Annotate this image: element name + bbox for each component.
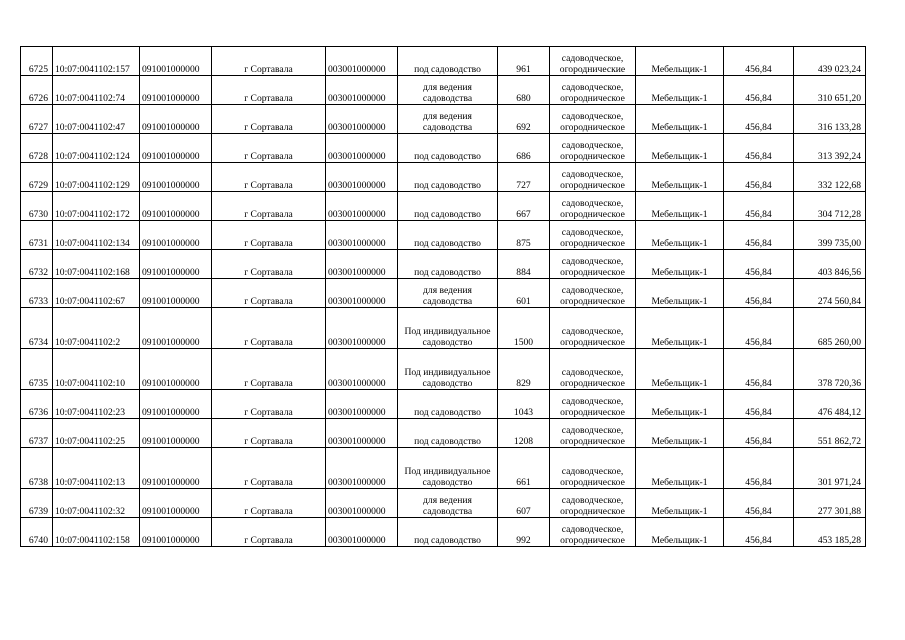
- cell-area: 829: [498, 349, 550, 390]
- cell-area: 1500: [498, 308, 550, 349]
- cell-specific-value: 456,84: [724, 76, 794, 105]
- cell-territory-code: 003001000000: [326, 489, 398, 518]
- cell-area: 727: [498, 163, 550, 192]
- cell-cadastral-value: 399 735,00: [794, 221, 866, 250]
- land-plots-table: [20, 46, 866, 547]
- cell-row-number: 6726: [21, 76, 53, 105]
- cell-row-number: 6728: [21, 134, 53, 163]
- cell-cadastral-number: 10:07:0041102:124: [53, 134, 140, 163]
- cell-row-number: 6740: [21, 518, 53, 547]
- cell-use-category: садоводческое, огородническое: [550, 349, 636, 390]
- cell-territory-code: 003001000000: [326, 518, 398, 547]
- cell-city: г Сортавала: [212, 163, 326, 192]
- cell-association-name: Мебельщик-1: [636, 134, 724, 163]
- cell-specific-value: 456,84: [724, 518, 794, 547]
- cell-area: 680: [498, 76, 550, 105]
- cell-city: г Сортавала: [212, 390, 326, 419]
- table-row: [21, 192, 866, 221]
- cell-okato-code: 091001000000: [140, 518, 212, 547]
- cell-cadastral-number: 10:07:0041102:67: [53, 279, 140, 308]
- table-row: [21, 419, 866, 448]
- cell-area: 686: [498, 134, 550, 163]
- cell-cadastral-value: 403 846,56: [794, 250, 866, 279]
- cell-area: 607: [498, 489, 550, 518]
- cell-cadastral-value: 310 651,20: [794, 76, 866, 105]
- cell-permitted-use: под садоводство: [398, 163, 498, 192]
- table-row: [21, 250, 866, 279]
- cell-association-name: Мебельщик-1: [636, 308, 724, 349]
- table-row: [21, 163, 866, 192]
- cell-area: 692: [498, 105, 550, 134]
- cell-area: 992: [498, 518, 550, 547]
- cell-use-category: садоводческое, огородническое: [550, 105, 636, 134]
- cell-area: 1208: [498, 419, 550, 448]
- cell-specific-value: 456,84: [724, 134, 794, 163]
- cell-specific-value: 456,84: [724, 390, 794, 419]
- cell-row-number: 6737: [21, 419, 53, 448]
- cell-city: г Сортавала: [212, 308, 326, 349]
- cell-association-name: Мебельщик-1: [636, 419, 724, 448]
- cell-city: г Сортавала: [212, 448, 326, 489]
- cell-row-number: 6730: [21, 192, 53, 221]
- table-row: [21, 105, 866, 134]
- cell-row-number: 6731: [21, 221, 53, 250]
- cell-territory-code: 003001000000: [326, 163, 398, 192]
- cell-cadastral-value: 378 720,36: [794, 349, 866, 390]
- cell-cadastral-number: 10:07:0041102:129: [53, 163, 140, 192]
- cell-area: 884: [498, 250, 550, 279]
- cell-territory-code: 003001000000: [326, 308, 398, 349]
- cell-city: г Сортавала: [212, 76, 326, 105]
- cell-row-number: 6735: [21, 349, 53, 390]
- cell-association-name: Мебельщик-1: [636, 489, 724, 518]
- table-row: [21, 390, 866, 419]
- cell-okato-code: 091001000000: [140, 221, 212, 250]
- cell-specific-value: 456,84: [724, 192, 794, 221]
- cell-cadastral-value: 304 712,28: [794, 192, 866, 221]
- cell-city: г Сортавала: [212, 279, 326, 308]
- cell-row-number: 6733: [21, 279, 53, 308]
- cell-cadastral-number: 10:07:0041102:23: [53, 390, 140, 419]
- cell-cadastral-number: 10:07:0041102:25: [53, 419, 140, 448]
- cell-territory-code: 003001000000: [326, 192, 398, 221]
- cell-cadastral-number: 10:07:0041102:13: [53, 448, 140, 489]
- cell-row-number: 6738: [21, 448, 53, 489]
- cell-cadastral-number: 10:07:0041102:158: [53, 518, 140, 547]
- cell-row-number: 6725: [21, 47, 53, 76]
- cell-territory-code: 003001000000: [326, 419, 398, 448]
- cell-permitted-use: для ведения садоводства: [398, 279, 498, 308]
- cell-specific-value: 456,84: [724, 47, 794, 76]
- cell-permitted-use: под садоводство: [398, 419, 498, 448]
- cell-okato-code: 091001000000: [140, 47, 212, 76]
- cell-area: 961: [498, 47, 550, 76]
- cell-use-category: садоводческое, огородническое: [550, 279, 636, 308]
- cell-cadastral-number: 10:07:0041102:134: [53, 221, 140, 250]
- cell-specific-value: 456,84: [724, 308, 794, 349]
- cell-association-name: Мебельщик-1: [636, 105, 724, 134]
- cell-row-number: 6736: [21, 390, 53, 419]
- cell-okato-code: 091001000000: [140, 308, 212, 349]
- cell-territory-code: 003001000000: [326, 221, 398, 250]
- cell-cadastral-number: 10:07:0041102:32: [53, 489, 140, 518]
- cell-specific-value: 456,84: [724, 349, 794, 390]
- cell-cadastral-value: 476 484,12: [794, 390, 866, 419]
- cell-permitted-use: под садоводство: [398, 134, 498, 163]
- table-row: [21, 221, 866, 250]
- cell-permitted-use: под садоводство: [398, 221, 498, 250]
- cell-use-category: садоводческое, огородническое: [550, 518, 636, 547]
- cell-use-category: садоводческое, огородническое: [550, 221, 636, 250]
- table-row: [21, 349, 866, 390]
- cell-cadastral-value: 274 560,84: [794, 279, 866, 308]
- cell-city: г Сортавала: [212, 47, 326, 76]
- cell-use-category: садоводческое, огородническое: [550, 489, 636, 518]
- cell-okato-code: 091001000000: [140, 134, 212, 163]
- cell-city: г Сортавала: [212, 518, 326, 547]
- cell-okato-code: 091001000000: [140, 419, 212, 448]
- cell-city: г Сортавала: [212, 419, 326, 448]
- cell-territory-code: 003001000000: [326, 250, 398, 279]
- cell-permitted-use: Под индивидуальное садоводство: [398, 308, 498, 349]
- cell-association-name: Мебельщик-1: [636, 250, 724, 279]
- cell-territory-code: 003001000000: [326, 279, 398, 308]
- cell-city: г Сортавала: [212, 349, 326, 390]
- cell-okato-code: 091001000000: [140, 279, 212, 308]
- cell-city: г Сортавала: [212, 221, 326, 250]
- cell-cadastral-value: 301 971,24: [794, 448, 866, 489]
- cell-okato-code: 091001000000: [140, 105, 212, 134]
- cell-use-category: садоводческое, огородническое: [550, 419, 636, 448]
- cell-cadastral-value: 453 185,28: [794, 518, 866, 547]
- cell-cadastral-number: 10:07:0041102:74: [53, 76, 140, 105]
- table-row: [21, 308, 866, 349]
- cell-territory-code: 003001000000: [326, 390, 398, 419]
- cell-cadastral-number: 10:07:0041102:168: [53, 250, 140, 279]
- cell-permitted-use: под садоводство: [398, 192, 498, 221]
- cell-association-name: Мебельщик-1: [636, 76, 724, 105]
- cell-row-number: 6734: [21, 308, 53, 349]
- cell-permitted-use: Под индивидуальное садоводство: [398, 349, 498, 390]
- cell-territory-code: 003001000000: [326, 349, 398, 390]
- cell-cadastral-value: 439 023,24: [794, 47, 866, 76]
- cell-permitted-use: для ведения садоводства: [398, 105, 498, 134]
- table-row: [21, 76, 866, 105]
- cell-specific-value: 456,84: [724, 419, 794, 448]
- cell-use-category: садоводческое, огородническое: [550, 76, 636, 105]
- cell-area: 875: [498, 221, 550, 250]
- table-row: [21, 448, 866, 489]
- table-row: [21, 279, 866, 308]
- cell-row-number: 6729: [21, 163, 53, 192]
- cell-cadastral-value: 685 260,00: [794, 308, 866, 349]
- cell-association-name: Мебельщик-1: [636, 192, 724, 221]
- cell-use-category: садоводческое, огородническое: [550, 163, 636, 192]
- cell-specific-value: 456,84: [724, 489, 794, 518]
- cell-use-category: садоводческое, огородническое: [550, 308, 636, 349]
- table-row: [21, 47, 866, 76]
- cell-permitted-use: под садоводство: [398, 250, 498, 279]
- cell-association-name: Мебельщик-1: [636, 390, 724, 419]
- cell-cadastral-value: 332 122,68: [794, 163, 866, 192]
- cell-area: 1043: [498, 390, 550, 419]
- cell-okato-code: 091001000000: [140, 489, 212, 518]
- cell-permitted-use: под садоводство: [398, 47, 498, 76]
- cell-territory-code: 003001000000: [326, 134, 398, 163]
- cell-okato-code: 091001000000: [140, 192, 212, 221]
- cell-cadastral-number: 10:07:0041102:47: [53, 105, 140, 134]
- cell-association-name: Мебельщик-1: [636, 163, 724, 192]
- cell-permitted-use: под садоводство: [398, 518, 498, 547]
- cell-association-name: Мебельщик-1: [636, 221, 724, 250]
- cell-use-category: садоводческое, огородническое: [550, 192, 636, 221]
- cell-cadastral-value: 277 301,88: [794, 489, 866, 518]
- cell-use-category: садоводческое, огородническое: [550, 448, 636, 489]
- cell-association-name: Мебельщик-1: [636, 47, 724, 76]
- cell-row-number: 6727: [21, 105, 53, 134]
- cell-use-category: садоводческое, огороднические: [550, 47, 636, 76]
- cell-okato-code: 091001000000: [140, 163, 212, 192]
- cell-okato-code: 091001000000: [140, 448, 212, 489]
- cell-permitted-use: под садоводство: [398, 390, 498, 419]
- cell-use-category: садоводческое, огородническое: [550, 250, 636, 279]
- cell-cadastral-number: 10:07:0041102:2: [53, 308, 140, 349]
- cell-territory-code: 003001000000: [326, 76, 398, 105]
- cell-city: г Сортавала: [212, 250, 326, 279]
- cell-cadastral-value: 551 862,72: [794, 419, 866, 448]
- cell-city: г Сортавала: [212, 192, 326, 221]
- cell-association-name: Мебельщик-1: [636, 349, 724, 390]
- cell-row-number: 6739: [21, 489, 53, 518]
- cell-permitted-use: Под индивидуальное садоводство: [398, 448, 498, 489]
- cell-use-category: садоводческое, огородническое: [550, 390, 636, 419]
- cell-okato-code: 091001000000: [140, 349, 212, 390]
- cell-specific-value: 456,84: [724, 279, 794, 308]
- cell-area: 661: [498, 448, 550, 489]
- cell-use-category: садоводческое, огородническое: [550, 134, 636, 163]
- cell-cadastral-value: 316 133,28: [794, 105, 866, 134]
- table-row: [21, 489, 866, 518]
- cell-specific-value: 456,84: [724, 221, 794, 250]
- cell-association-name: Мебельщик-1: [636, 518, 724, 547]
- cell-permitted-use: для ведения садоводства: [398, 489, 498, 518]
- cell-okato-code: 091001000000: [140, 250, 212, 279]
- cell-city: г Сортавала: [212, 489, 326, 518]
- cell-specific-value: 456,84: [724, 250, 794, 279]
- table-row: [21, 134, 866, 163]
- table-row: [21, 518, 866, 547]
- cell-cadastral-value: 313 392,24: [794, 134, 866, 163]
- cell-territory-code: 003001000000: [326, 105, 398, 134]
- cell-area: 667: [498, 192, 550, 221]
- cell-city: г Сортавала: [212, 134, 326, 163]
- cell-cadastral-number: 10:07:0041102:172: [53, 192, 140, 221]
- cell-association-name: Мебельщик-1: [636, 279, 724, 308]
- cell-permitted-use: для ведения садоводства: [398, 76, 498, 105]
- cell-cadastral-number: 10:07:0041102:157: [53, 47, 140, 76]
- cell-city: г Сортавала: [212, 105, 326, 134]
- cell-specific-value: 456,84: [724, 448, 794, 489]
- cell-area: 601: [498, 279, 550, 308]
- cell-row-number: 6732: [21, 250, 53, 279]
- cell-specific-value: 456,84: [724, 163, 794, 192]
- cell-territory-code: 003001000000: [326, 47, 398, 76]
- cell-territory-code: 003001000000: [326, 448, 398, 489]
- cell-okato-code: 091001000000: [140, 390, 212, 419]
- cell-association-name: Мебельщик-1: [636, 448, 724, 489]
- cell-cadastral-number: 10:07:0041102:10: [53, 349, 140, 390]
- cell-okato-code: 091001000000: [140, 76, 212, 105]
- cell-specific-value: 456,84: [724, 105, 794, 134]
